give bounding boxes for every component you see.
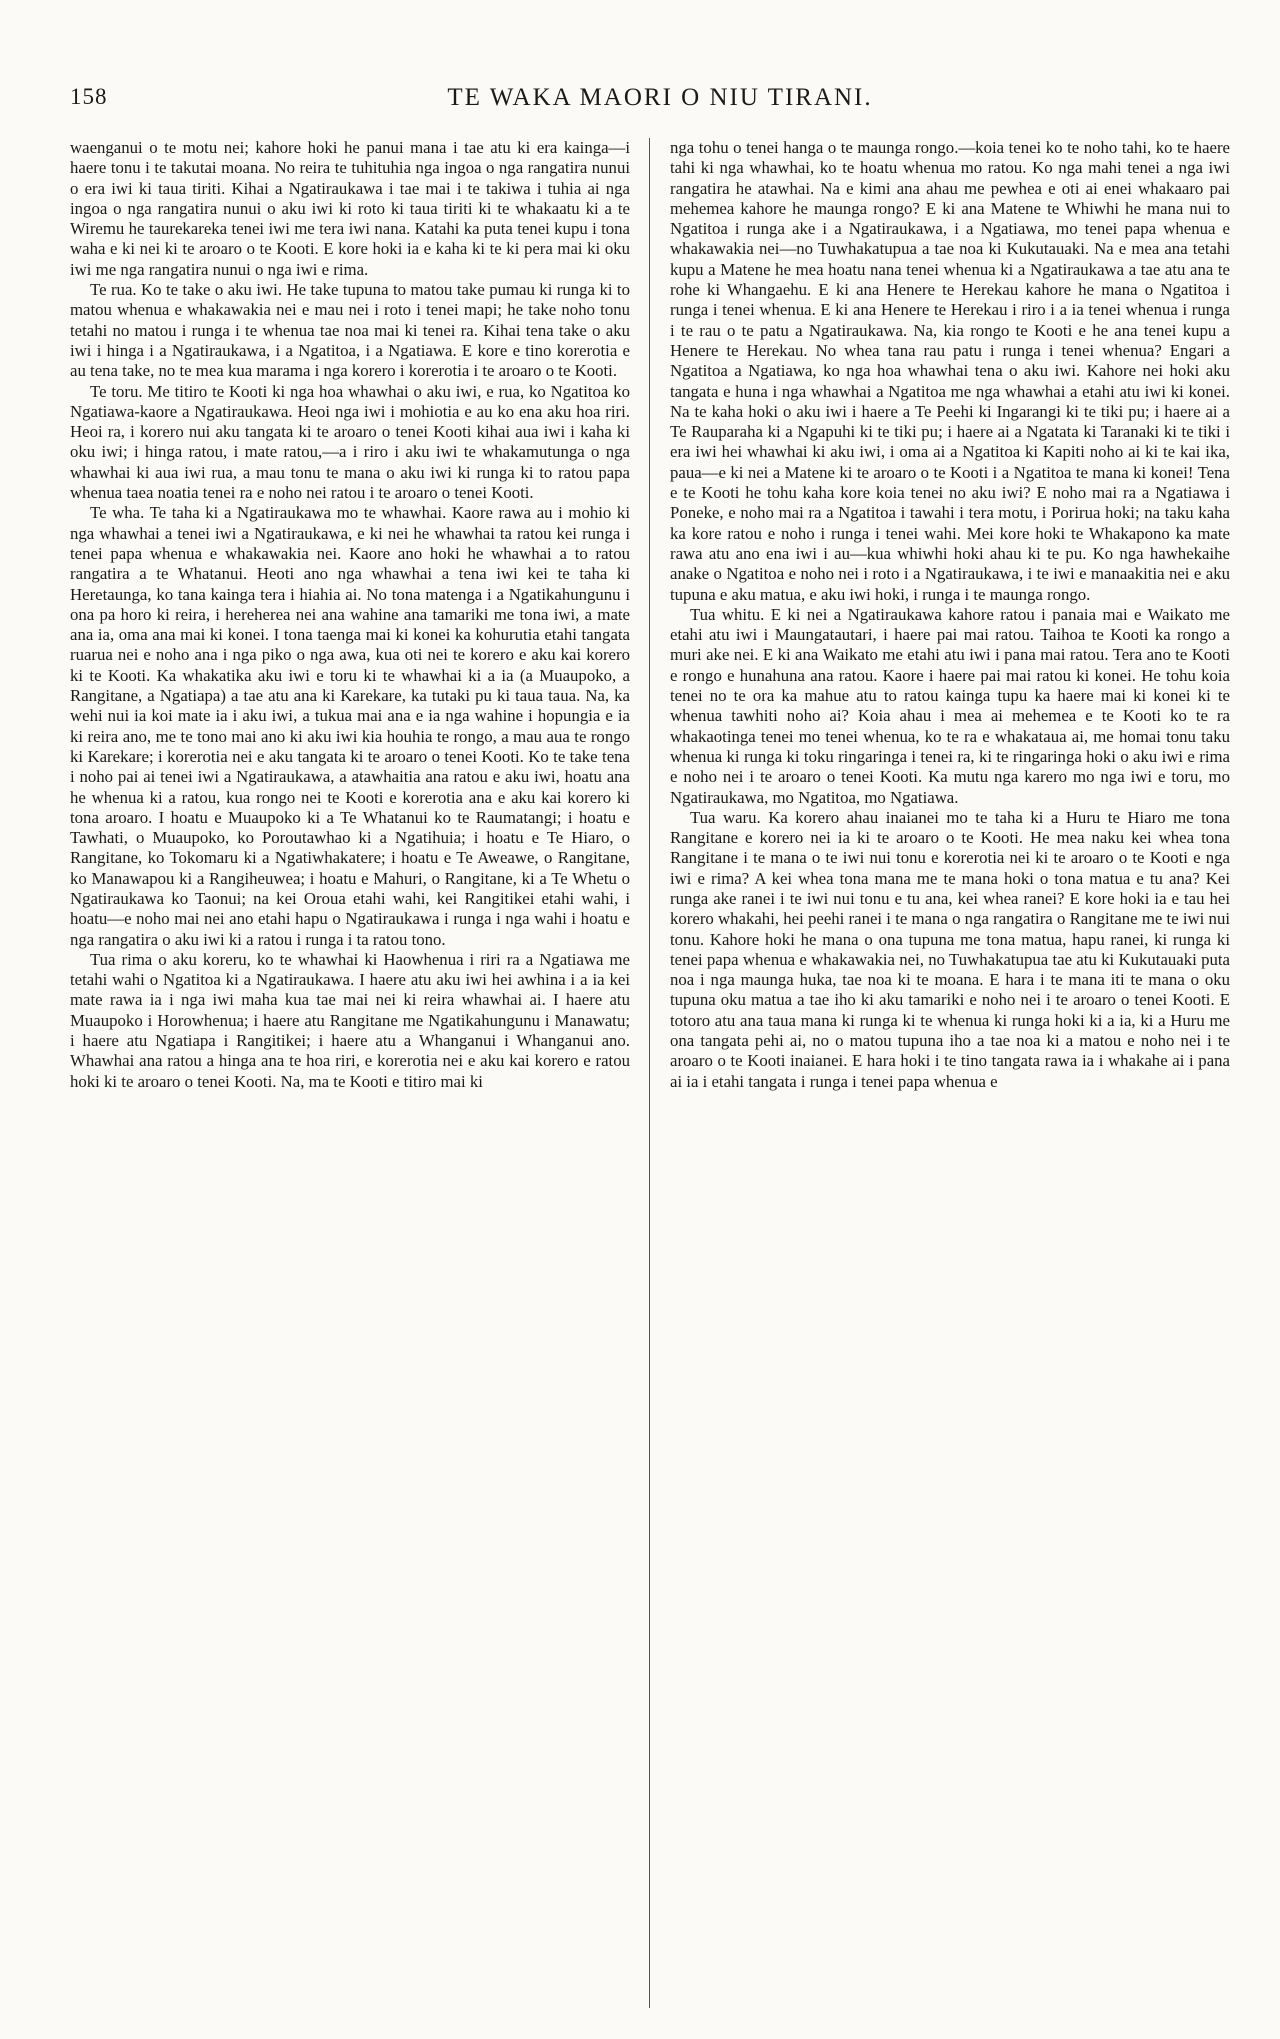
left-column [70,138,630,2014]
newspaper-page [70,84,1250,2014]
paragraph: Tua waru. Ka korero ahau inaianei mo te taha ki a Huru te Hiaro me tona Rangitane e korero nei ia ki te aroaro o te Kooti. He mea naku kei whea tona Rangitane i te mana o te iwi nui tonu e korerotia nei ki te aroaro o te Kooti e nga iwi e rima? A kei whea tona mana me te mana hoki o tona matua e tu ana? Kei runga ake ranei i te iwi nui tonu e tu ana, kei whea ranei? E kore hoki ia e tau hei korero whakahi, hei peehi ranei i te mana o nga rangatira o Rangitane me te iwi nui tonu. Kahore hoki he mana o ona tupuna me tona matua, hapu ranei, ki runga ki tenei papa whenua e whakawakia nei, no Tuwhakatupua tae atu ki Kukutauaki puta noa i nga maunga huka, tae noa ki te moana. E hara i te mana iti te mana o oku tupuna oku matua a tae iho ki aku tamariki e noho nei i te aroaro o tenei Kooti. E totoro atu ana taua mana ki runga ki te whenua ki runga hoki ki a ia, ki a Huru me ona tangata pehi ai, no o matou tupuna iho a tae noa ki a matou e noho nei i te aroaro o te Kooti inaianei. E hara hoki i te tino tangata rawa ia i whakahe ai i pana ai ia i etahi tangata i runga i tenei papa whenua e [670,807,1230,1091]
running-title: TE WAKA MAORI O NIU TIRANI. [447,84,873,111]
paragraph: Tua whitu. E ki nei a Ngatiraukawa kahore ratou i panaia mai e Waikato me etahi atu iwi i Maungatautari, i haere pai mai ratou. Taihoa te Kooti ka rongo a muri ake nei. E ki ana Waikato me etahi atu iwi i pana mai ratou. Tera ano te Kooti e rongo e hunahuna ana ratou. Kaore i haere pai mai ratou ki konei. He tohu koia tenei no te ora ka mahue atu to ratou kainga tupu ka haere mai ki konei ki te whenua tawhiti noho ai? Koia ahau i mea ai mehemea e te Kooti ko te ra whakaotinga tenei mo tenei whenua, ko te ra e whakataua ai, me homai tonu taku whenua ki runga ki toku ringaringa i tenei ra, ki te ringaringa hoki o aku iwi e rima e noho nei i te aroaro o tenei Kooti. Ka mutu nga karero mo nga iwi e toru, mo Ngatiraukawa, mo Ngatitoa, mo Ngatiawa. [670,604,1230,807]
page-header [70,84,1250,132]
right-column [670,138,1230,2014]
paragraph: Te toru. Me titiro te Kooti ki nga hoa whawhai o aku iwi, e rua, ko Ngatitoa ko Ngatiawa-kaore a Ngatiraukawa. Heoi nga iwi i mohiotia e au ko ena aku hoa riri. Heoi ra, i korero nui aku tangata ki te aroaro o tenei Kooti kihai aua iwi i kaha ki oku iwi; i hinga ratou, i mate ratou,—a i riro i aku iwi te whakamutunga o nga whawhai ki aua iwi rua, a mau tonu te mana o aku iwi ki runga ki to ratou papa whenua taea noatia tenei ra e noho nei ratou i te aroaro o tenei Kooti. [70,381,630,503]
paragraph: nga tohu o tenei hanga o te maunga rongo.—koia tenei ko te noho tahi, ko te haere tahi ki nga whawhai, ko te hoatu whenua mo ratou. Ko nga mahi tenei a nga iwi rangatira he atawhai. Na e kimi ana ahau me pewhea e oti ai enei whakaaro pai mehemea kahore he maunga rongo? E ki ana Matene te Whiwhi he mana nui to Ngatitoa i runga ake i a Ngatiraukawa, i a Ngatiawa, mo tenei papa whenua e whakawakia nei—no Tuwhakatupua a tae noa ki Kukutauaki. Na e mea ana tetahi kupu a Matene he mea hoatu nana tenei whenua ki a Ngatiraukawa a tae atu ana te rohe ki Whangaehu. E ki ana Henere te Herekau kahore he mana o Ngatitoa i runga i tenei whenua. E ki ana Henere te Herekau i riro i a ia tenei whenua i runga i te rau o te patu a Ngatiraukawa. Na, kia rongo te Kooti e he ana tenei kupu a Henere te Herekau. No whea tana rau patu i runga i tenei whenua? Engari a Ngatitoa a Ngatiawa, ko nga hoa whawhai tena o aku iwi. Kahore nei hoki aku tangata e huna i nga whawhai a Ngatitoa me nga whawhai a etahi atu iwi ki konei. Na te kaha hoki o aku iwi i haere a Te Peehi ki Ingarangi ki te tiki pu; i haere ai a Te Rauparaha ki a Ngapuhi ki te tiki pu; i haere ai a Ngatata ki Taranaki ki te tiki i era iwi hei whawhai ki aku iwi, i oma ai a Ngatitoa ki Kapiti noho ai ki te kai ika, paua—e ki nei a Matene ki te aroaro o te Kooti i a Ngatitoa te mana ki konei! Tena e te Kooti he tohu kaha kore koia tenei no aku iwi? E noho mai ra a Ngatiawa i Poneke, e noho mai ra a Ngatitoa i tawahi i tera motu, i Porirua hoki; na taku kaha ka kore ratou e noho i runga i tenei wahi. Mei kore hoki te Whakapono ka mate rawa atu ano ena iwi i au—kua whiwhi hoki ahau ki te pu. Ko nga hawhekaihe anake o Ngatitoa e noho nei i roto i a Ngatiraukawa, i te iwi e manaakitia nei e aku tupuna e aku matua, e aku iwi hoki, i runga i te maunga rongo. [670,138,1230,604]
paragraph: Te wha. Te taha ki a Ngatiraukawa mo te whawhai. Kaore rawa au i mohio ki nga whawhai a tenei iwi a Ngatiraukawa, e ki nei he whawhai ta ratou kei runga i tenei papa whenua e whakawakia nei. Kaore ano hoki he whawhai a to ratou rangatira a te Whatanui. Heoti ano nga whawhai a tena iwi kei te taha ki Heretaunga, ko tana kainga tera i hiahia ai. No tona matenga i a Ngatikahungunu i ona pa horo ki reira, i hereherea nei ana wahine ana tamariki me tona iwi, a mate ana ia, oma ana mai ki konei. I tona taenga mai ki konei ka kohurutia etahi tangata ruarua nei e noho ana i nga piko o nga awa, kua oti nei te korero e aku kai korero ki te Kooti. Ka whakatika aku iwi e toru ki te whawhai ki a ia (a Muaupoko, a Rangitane, a Ngatiapa) a tae atu ana ki Karekare, ka tutaki pu ki taua taua. Na, ka wehi nui ia koi mate ia i aku iwi, a tukua mai ana e ia nga wahine i hopungia e ia ki reira ano, me te tono mai ano ki aku iwi kia houhia te rongo, a mau aua te rongo ki Karekare; i korerotia nei e aku tangata ki te aroaro o tenei Kooti. Ko te take tena i noho pai ai tenei iwi a Ngatiraukawa, a atawhaitia ana ratou e aku iwi, hoatu ana he whenua ki a ratou, kua rongo nei te Kooti e korerotia ana e aku kai korero ki tona aroaro. I hoatu e Muaupoko ki a Te Whatanui ko te Raumatangi; i hoatu e Tawhati, o Muaupoko, ko Poroutawhao ki a Ngatihuia; i hoatu e Te Hiaro, o Rangitane, ko Tokomaru ki a Ngatiwhakatere; i hoatu e Te Aweawe, o Rangitane, ko Manawapou ki a Rangiheuwea; i hoatu e Mahuri, o Rangitane, ki a Te Whetu o Ngatiraukawa ko Taonui; na kei Oroua etahi wahi, kei Rangitikei etahi wahi, i hoatu—e noho mai nei ano etahi hapu o Ngatiraukawa i runga i nga wahi i hoatu e nga rangatira o aku iwi ki a ratou i runga i ta ratou tono. [70,503,630,949]
column-divider [649,138,650,2008]
text-columns [70,138,1250,2014]
page-number: 158 [70,84,108,109]
paragraph: waenganui o te motu nei; kahore hoki he panui mana i tae atu ki era kainga—i haere tonu i te takutai moana. No reira te tuhituhia nga ingoa o nga rangatira nunui o era iwi ki taua tiriti. Kihai a Ngatiraukawa i tae mai i te takiwa i tuhia ai nga ingoa o nga rangatira nunui o aku iwi ki roto ki taua tiriti ki te whakaatu ki a te Wiremu he taurekareka tenei iwi me tera iwi nana. Katahi ka puta tenei kupu i tona waha e ki nei ki te aroaro o te Kooti. E kore hoki ia e kaha ki te ki pera mai ki oku iwi me nga rangatira nunui o nga iwi e rima. [70,138,630,279]
paragraph: Tua rima o aku koreru, ko te whawhai ki Haowhenua i riri ra a Ngatiawa me tetahi wahi o Ngatitoa ki a Ngatiraukawa. I haere atu aku iwi hei awhina i a ia kei mate rawa ia i nga iwi maha kua tae mai nei ki reira whawhai ai. I haere atu Muaupoko i Horowhenua; i haere atu Rangitane me Ngatikahungunu i Manawatu; i haere atu Ngatiapa i Rangitikei; i haere atu a Whanganui i Whanganui ano. Whawhai ana ratou a hinga ana te hoa riri, e korerotia nei e aku kai korero e ratou hoki ki te aroaro o tenei Kooti. Na, ma te Kooti e titiro mai ki [70,949,630,1091]
paragraph: Te rua. Ko te take o aku iwi. He take tupuna to matou take pumau ki runga ki to matou whenua e whakawakia nei e mau nei i roto i tenei mapi; he take noho tonu tetahi no matou i runga i te whenua tae noa mai ki tenei ra. Kihai tena take o aku iwi i hinga i a Ngatiraukawa, i a Ngatitoa, i a Ngatiawa. E kore e tino korerotia e au tena take, no te mea kua marama i nga korero i korerotia i te aroaro o te Kooti. [70,280,630,381]
